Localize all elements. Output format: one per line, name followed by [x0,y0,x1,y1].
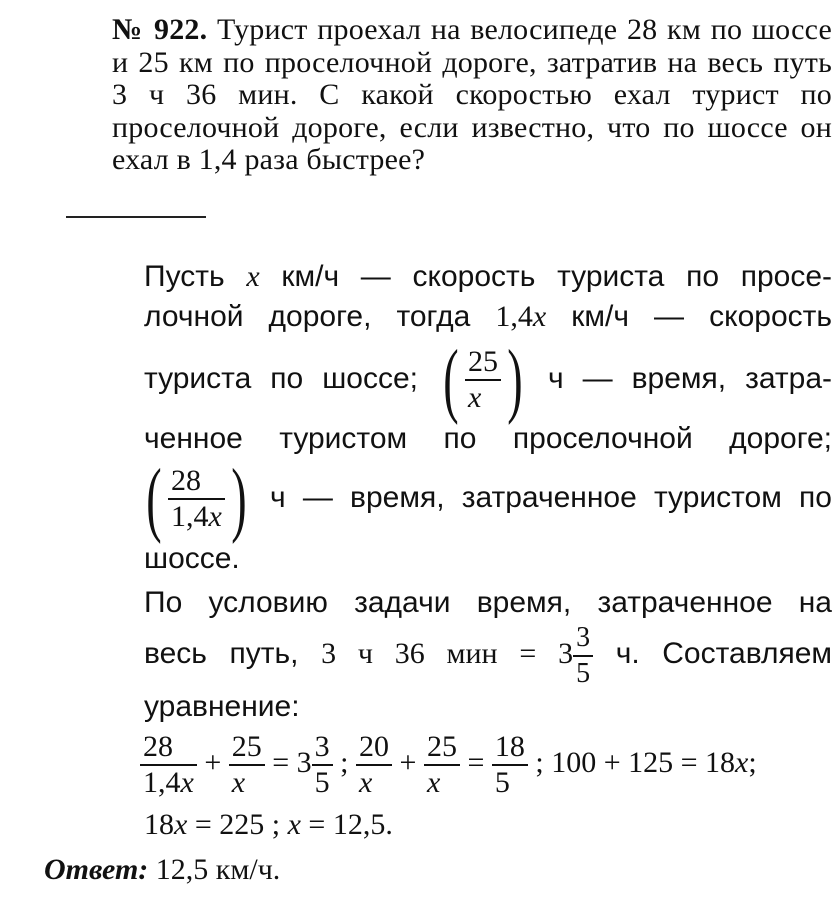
fraction-28-over-1-4x: ( $\frac{28}{1,4x}$ ) [146,452,247,546]
equals: = [467,746,485,779]
numerator: 25 [229,730,265,766]
equation-line [140,728,832,800]
answer [44,852,280,888]
plus: + [399,746,417,779]
text: По условию задачи время, затраченное на [144,586,832,619]
number: 18 [144,808,174,841]
text: ч — время, затра- [547,362,833,395]
solution-line-2 [144,298,832,336]
solution-line-1 [144,258,832,296]
solution-line-8 [144,616,832,692]
time-expression [321,622,593,690]
text: туриста по шоссе; [144,362,418,395]
divider-line [66,216,206,218]
problem-statement [112,14,832,177]
result: = 12,5. [308,808,393,841]
solution-line-9 [144,688,832,726]
text: ч — время, затраченное туристом по [270,481,832,514]
text: весь путь, [144,637,299,670]
variable-x: x [735,746,749,779]
numerator: 3 [312,730,333,766]
denominator: x [231,766,246,800]
variable-x: x [174,808,188,841]
text: км/ч — скорость туриста по просе- [281,260,833,293]
numerator: 28 [140,730,197,766]
denominator: 5 [314,766,330,800]
variable-x: x [287,808,301,841]
answer-label: Ответ: [44,853,149,886]
text: шоссе. [144,542,240,575]
text: лочной дороге, тогда [144,300,471,333]
fraction-25-over-x: ( $\frac{25}{x}$ ) [443,333,523,427]
numerator: 20 [356,730,392,766]
semicolon: ; [748,746,757,779]
denominator: x [467,381,482,415]
numerator: 25 [424,730,460,766]
denominator-coef: 1,4 [143,766,181,800]
solution-line-4 [144,420,832,458]
problem-number: № 922. [112,13,208,46]
answer-value: 12,5 км/ч. [155,853,281,886]
text: ченное туристом по проселочной дороге; [144,422,832,455]
semicolon: ; [340,746,349,779]
problem-text: Турист проехал на велосипеде 28 км по шоссе и 25 км по проселочной дороге, затратив на весь путь 3 ч 36 мин. С какой скоростью ехал турист по проселочной дороге, если известно, что по шоссе он ехал в 1,4 раза быстрее? [112,13,833,176]
solution-line-11 [144,806,832,844]
numerator: 25 [465,345,501,381]
denominator: x [426,766,441,800]
numerator: 3 [573,621,593,657]
solution-line-6 [144,540,832,578]
denominator: 5 [576,658,591,690]
variable-x: x [246,260,260,293]
equals-whole: = 3 [519,637,574,670]
denominator: 5 [494,766,510,800]
time: 3 ч 36 мин [321,637,498,670]
numerator: 18 [492,730,528,766]
text: км/ч — скорость [571,300,832,333]
denominator: x [359,766,373,800]
text: Пусть [144,260,225,293]
text: = 225 ; [194,808,281,841]
solution-line-3 [144,333,833,427]
plus: + [204,746,222,779]
text: уравнение: [144,690,300,723]
numerator: 28 [168,464,225,500]
equation-tail: 100 + 125 = 18 [551,746,736,779]
denominator-coef: 1,4 [170,500,209,534]
semicolon: ; [535,746,544,779]
variable-x: x [208,500,222,534]
solution-line-5 [140,452,832,546]
variable-x: x [532,300,547,333]
text: ч. Составляем [615,637,833,670]
variable-x: x [180,766,194,800]
equals-whole: = 3 [272,746,312,779]
coefficient: 1,4 [495,300,533,333]
